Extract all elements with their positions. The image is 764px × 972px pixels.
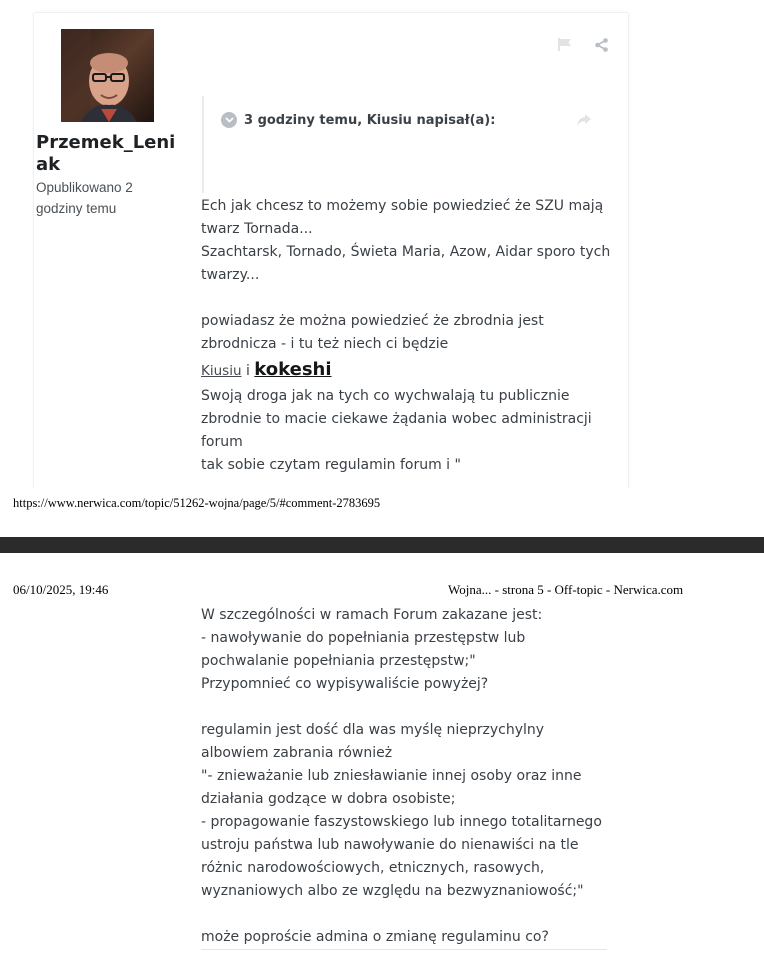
- post-timestamp: Opublikowano 2 godziny temu: [36, 180, 133, 216]
- body-paragraph: Swoją droga jak na tych co wychwalają tu publicznie zbrodnie to macie ciekawe żądania wobec administracji forum: [201, 388, 592, 450]
- mention-joiner: i: [245, 363, 250, 379]
- quote-header[interactable]: [221, 110, 495, 130]
- body-paragraph: powiadasz że można powiedzieć że zbrodnia jest zbrodnicza - i tu też niech ci będzie: [201, 313, 544, 352]
- avatar-photo: [61, 29, 154, 122]
- post-body: [201, 195, 613, 477]
- quote-block: [202, 96, 204, 193]
- body-paragraph: może poproście admina o zmianę regulaminu co?: [201, 929, 549, 945]
- post-bottom-divider: [201, 949, 607, 950]
- chevron-down-icon[interactable]: [221, 112, 237, 128]
- body-paragraph: Przypomnieć co wypisywaliście powyżej?: [201, 676, 489, 692]
- body-paragraph: Szachtarsk, Tornado, Świeta Maria, Azow, Aidar sporo tych twarzy...: [201, 244, 611, 283]
- body-paragraph: - nawoływanie do popełniania przestępstw lub pochwalanie popełniania przestępstw;": [201, 630, 526, 669]
- post-body-continued: [201, 604, 611, 949]
- body-paragraph: tak sobie czytam regulamin forum i ": [201, 457, 461, 473]
- share-icon[interactable]: [595, 38, 608, 57]
- body-paragraph: W szczególności w ramach Forum zakazane jest:: [201, 607, 543, 623]
- body-paragraph: "- znieważanie lub zniesławianie innej osoby oraz inne działania godzące w dobra osobiste;: [201, 768, 582, 807]
- body-paragraph: - propagowanie faszystowskiego lub innego totalitarnego ustroju państwa lub nawoływanie do nienawiści na tle różnic narodowościowych, etnicznych, rasowych, wyznaniowych albo ze względu na bezwyznaniowość;": [201, 814, 602, 899]
- print-date: 06/10/2025, 19:46: [13, 582, 109, 597]
- mention-kiusiu[interactable]: Kiusiu: [201, 363, 242, 379]
- avatar[interactable]: [61, 29, 154, 122]
- author-username[interactable]: Przemek_Leniak: [36, 132, 176, 175]
- blank-line: [201, 287, 613, 310]
- mention-line: [201, 356, 613, 385]
- flag-icon[interactable]: [558, 38, 572, 56]
- blank-line: [201, 903, 611, 926]
- mention-kokeshi[interactable]: kokeshi: [254, 359, 332, 380]
- print-url: https://www.nerwica.com/topic/51262-wojna/page/5/#comment-2783695: [13, 496, 381, 510]
- page-divider: [0, 537, 764, 553]
- print-title: Wojna... - strona 5 - Off-topic - Nerwica.com: [448, 582, 684, 597]
- body-paragraph: regulamin jest dość dla was myślę nieprzychylny albowiem zabrania również: [201, 722, 545, 761]
- blank-line: [201, 696, 611, 719]
- quote-citation: 3 godziny temu, Kiusiu napisał(a):: [244, 112, 496, 128]
- body-paragraph: Ech jak chcesz to możemy sobie powiedzieć że SZU mają twarz Tornada...: [201, 198, 604, 237]
- share-arrow-icon[interactable]: [577, 113, 591, 131]
